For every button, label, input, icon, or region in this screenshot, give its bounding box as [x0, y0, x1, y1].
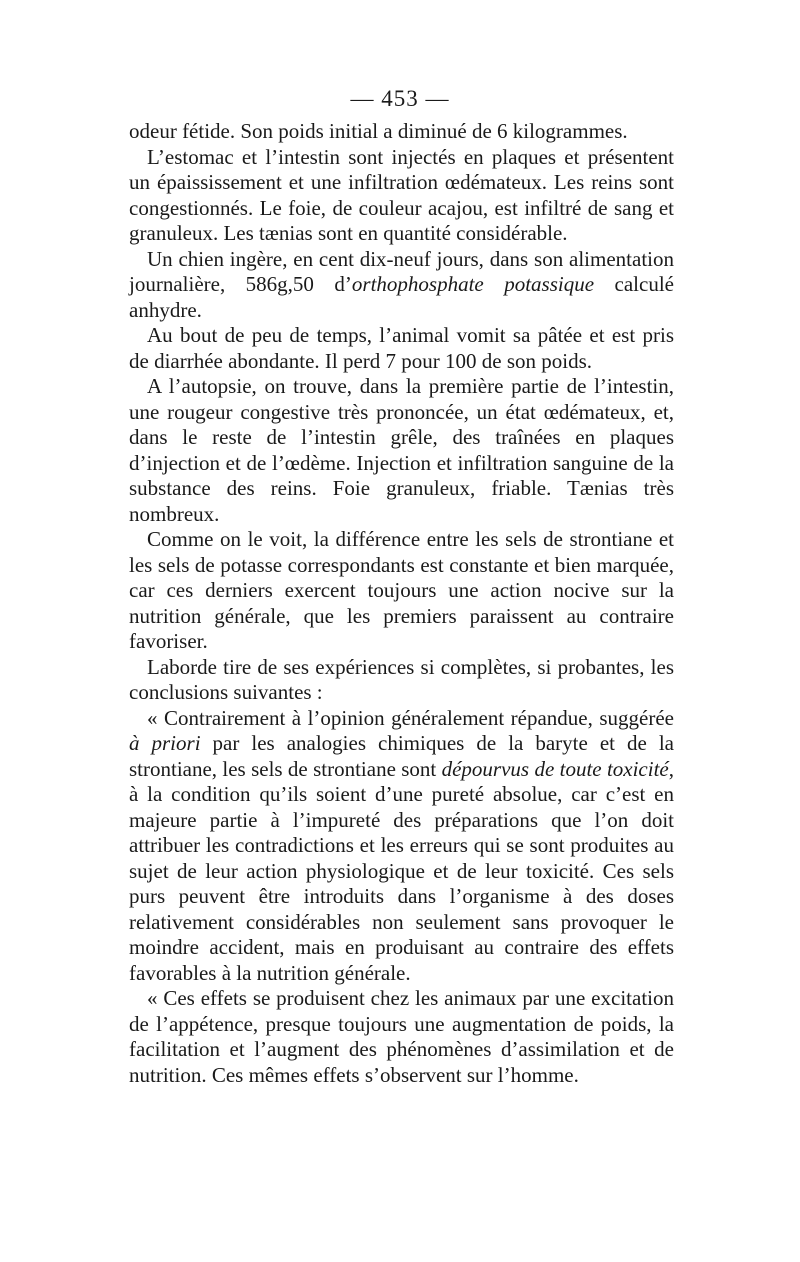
paragraph [129, 145, 674, 247]
text-run: odeur fétide. Son poids initial a diminué de 6 kilogrammes. [129, 119, 628, 143]
paragraph [129, 374, 674, 527]
italic-run: orthophosphate potassique [351, 272, 595, 296]
page-number: — 453 — [350, 86, 450, 111]
text-run: Un chien ingère, en cent dix-neuf jours, dans son alimentation journalière, 586g,50 d’ [129, 246, 674, 296]
text-run: « Ces effets se produisent chez les animaux par une excitation de l’appétence, presque toujours une augmentation de poids, la facilitation et l’augment des phénomènes d’assimilation et de nutrition. Ces mêmes effets s’observent sur l’homme. [129, 986, 674, 1087]
italic-run: dépourvus de toute toxicité [441, 756, 669, 781]
text-run: « Contrairement à l’opinion généralement répandue, suggérée [147, 705, 674, 730]
paragraph [129, 706, 674, 987]
paragraph [129, 527, 674, 655]
paragraph [129, 986, 674, 1088]
text-run: par les analogies chimiques de la baryte et de la strontiane, les sels de strontiane sont [129, 731, 674, 781]
italic-run: à priori [129, 731, 201, 755]
body-text [129, 119, 674, 1088]
paragraph [129, 247, 674, 324]
text-run: calculé anhydre. [129, 272, 674, 322]
text-run: Comme on le voit, la différence entre les sels de strontiane et les sels de potasse correspondants est constante et bien marquée, car ces derniers exercent toujours une action nocive sur la nutrition générale, que les premiers paraissent au contraire favoriser. [129, 527, 674, 653]
text-run: L’estomac et l’intestin sont injectés en plaques et présentent un épaississement et une infiltration œdémateux. Les reins sont congestionnés. Le foie, de couleur acajou, est infiltré de sang et granuleux. Les tænias sont en quantité considérable. [129, 144, 674, 245]
text-run: , à la condition qu’ils soient d’une pureté absolue, car c’est en majeure partie à l’impureté des préparations que l’on doit attribuer les contradictions et les erreurs qui se sont produites au sujet de leur action physiologique et de leur toxicité. Ces sels purs peuvent être introduits dans l’organisme à des doses relativement considérables non seulement sans provoquer le moindre accident, mais en produisant au contraire des effets favorables à la nutrition générale. [129, 756, 674, 985]
paragraph [129, 119, 674, 145]
paragraph [129, 655, 674, 706]
paragraph [129, 323, 674, 374]
text-run: A l’autopsie, on trouve, dans la première partie de l’intestin, une rougeur congestive très prononcée, un état œdémateux, et, dans le reste de l’intestin grêle, des traînées en plaques d’injection et de l’œdème. Injection et infiltration sanguine de la substance des reins. Foie granuleux, friable. Tænias très nombreux. [129, 374, 674, 526]
text-run: Au bout de peu de temps, l’animal vomit sa pâtée et est pris de diarrhée abondante. Il perd 7 pour 100 de son poids. [129, 323, 674, 373]
text-run: Laborde tire de ses expériences si complètes, si probantes, les conclusions suivantes : [129, 654, 674, 704]
